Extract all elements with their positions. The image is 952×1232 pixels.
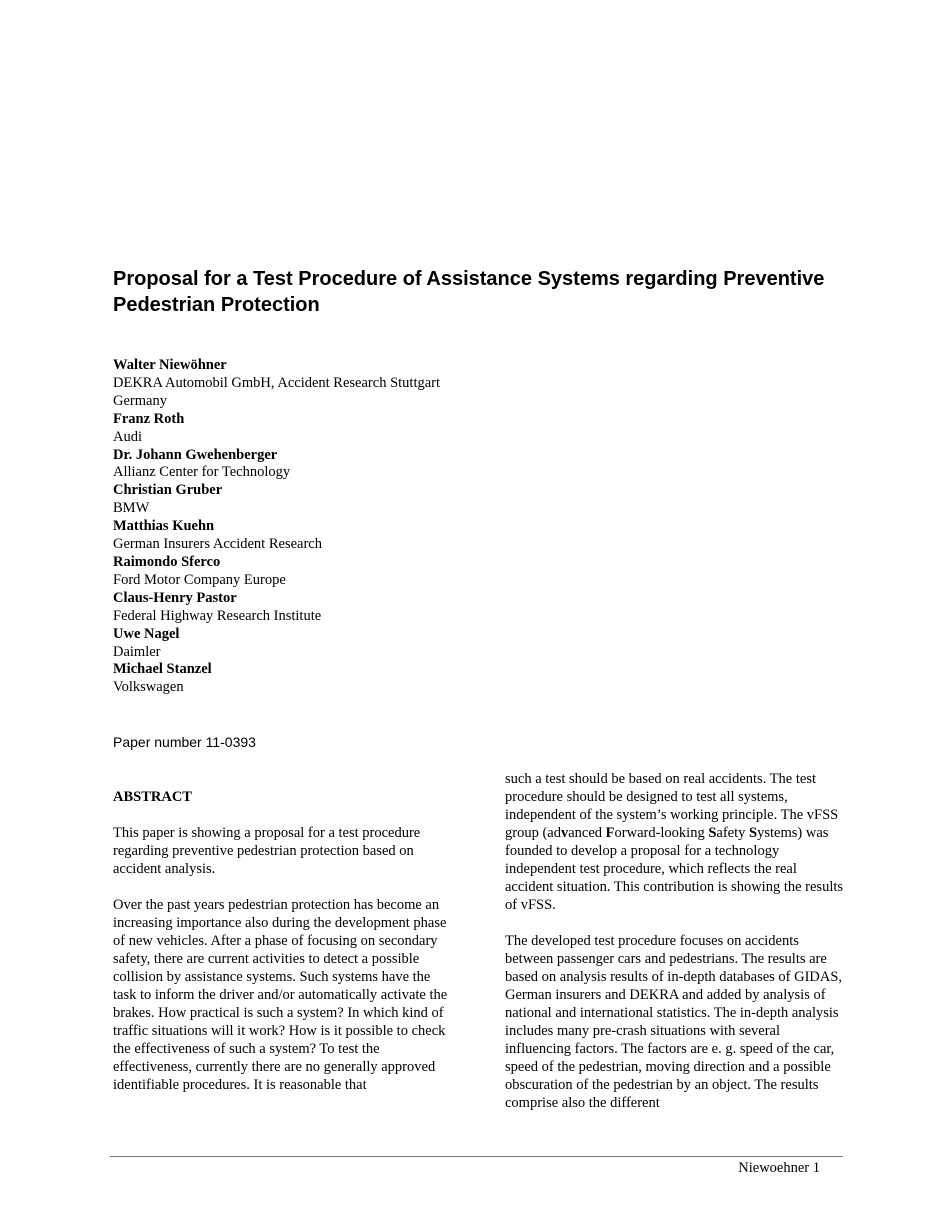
author-list — [113, 357, 533, 697]
author-name: Dr. Johann Gwehenberger — [113, 446, 278, 463]
paragraph-text: afety — [716, 825, 750, 841]
paragraph-text: orward-looking — [614, 825, 709, 841]
abstract-paragraph: The developed test procedure focuses on accidents between passenger cars and pedestrians. The results are based on analysis results of in-depth databases of GIDAS, German insurers and DEKRA and added by analysis of national and international statistics. The in-depth analysis includes many pre-crash situations with several influencing factors. The factors are e. g. speed of the car, speed of the pedestrian, moving direction and a possible obscuration of the pedestrian by an object. The results comprise also the different — [505, 933, 843, 1111]
author-affiliation: Federal Highway Research Institute — [113, 607, 322, 624]
author-country: Germany — [113, 392, 167, 409]
paragraph-text: such a test should be based on real accidents. The test procedure should be designed to test all systems, independent of the system’s working principle. The vFSS group (ad — [505, 771, 839, 841]
author-affiliation: Daimler — [113, 643, 161, 660]
acronym-letter: v — [560, 825, 569, 841]
author-affiliation: Allianz Center for Technology — [113, 464, 291, 481]
author-affiliation: Audi — [113, 428, 142, 445]
abstract-heading: ABSTRACT — [113, 789, 192, 805]
author-name: Uwe Nagel — [113, 625, 180, 642]
acronym-letter: F — [605, 825, 615, 841]
author-name: Walter Niewöhner — [113, 357, 227, 373]
author-affiliation: German Insurers Accident Research — [113, 536, 322, 553]
author-name: Michael Stanzel — [113, 661, 212, 678]
acronym-letter: S — [708, 825, 717, 841]
author-name: Claus-Henry Pastor — [113, 589, 237, 606]
author-affiliation: BMW — [113, 500, 150, 517]
acronym-letter: S — [749, 825, 758, 841]
page-footer: Niewoehner 1 — [738, 1160, 820, 1176]
author-name: Matthias Kuehn — [113, 518, 215, 535]
author-affiliation: Ford Motor Company Europe — [113, 571, 286, 588]
abstract-paragraph — [505, 770, 845, 914]
author-name: Raimondo Sferco — [113, 553, 221, 570]
abstract-paragraph: Over the past years pedestrian protection has become an increasing importance also during the development phase of new vehicles. After a phase of focusing on secondary safety, there are current activities to detect a possible collision by assistance systems. Such systems have the task to inform the driver and/or automatically activate the brakes. How practical is such a system? In which kind of traffic situations will it work? How is it possible to check the effectiveness of such a system? To test the effectiveness, currently there are no generally approved identifiable procedures. It is reasonable that — [113, 897, 448, 1093]
author-affiliation: DEKRA Automobil GmbH, Accident Research Stuttgart — [113, 374, 441, 391]
footer-divider — [110, 1156, 843, 1157]
paragraph-text: anced — [568, 825, 606, 841]
author-affiliation: Volkswagen — [113, 679, 184, 696]
author-name: Christian Gruber — [113, 482, 223, 499]
paper-number: Paper number 11-0393 — [113, 734, 256, 750]
paragraph-text: ystems) was founded to develop a proposal for a technology independent test procedure, which reflects the real accident situation. This contribution is showing the results of vFSS. — [505, 825, 844, 913]
abstract-paragraph: This paper is showing a proposal for a test procedure regarding preventive pedestrian protection based on accident analysis. — [113, 825, 421, 877]
author-name: Franz Roth — [113, 410, 185, 427]
paper-title: Proposal for a Test Procedure of Assistance Systems regarding Preventive Pedestrian Protection — [113, 268, 825, 316]
left-column — [113, 788, 453, 1094]
right-column — [505, 770, 845, 1112]
